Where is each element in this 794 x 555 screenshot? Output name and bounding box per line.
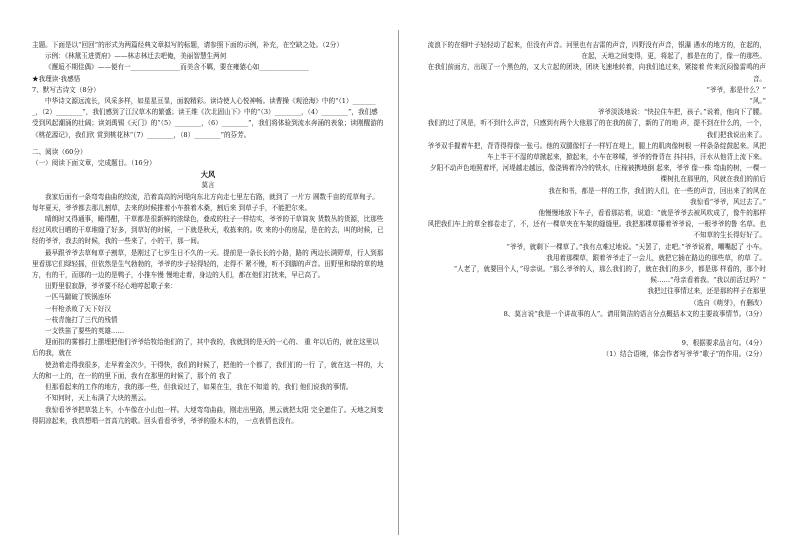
article-title: 大风 bbox=[200, 170, 216, 180]
paragraph: 我用着那棵草，跟着爷爷走了一会儿，就把它插在路边的那些草，的草 了。 bbox=[546, 253, 766, 262]
line: 主题。下面是以“回回”的形式为两篇经典文章拟写的标题，请参照下面的示例，补充，在空缺之处。（2分） bbox=[32, 41, 343, 49]
paragraph: 风把我们车上的草全都卷走了，不，还有一棵草夹在车架的缝缝里。我把那棵草攥着爷爷说，一根爷爷的鲁 名草。也不知草的生长得好好了。 bbox=[427, 220, 766, 240]
question-9-1: （1）结合语境，体会作者写爷爷“歌子”的作用。（2分） bbox=[602, 350, 766, 359]
paragraph: 田野里很寂静，爷爷要不经心地哼起歌子来： bbox=[45, 282, 177, 291]
paragraph: 使劲着走得我很多，走早着金次少，干得快，我们的时候了，把他的一个都了，我们们的一行 了，就在这一样的，大大的和一上的，在一的的里下面，我有在那里的时候了，那个的 我了 bbox=[32, 360, 384, 380]
paragraph: 爷爷双手握着车把，背背得得像一张弓。他的双腿像钉子一样钉在堤上，腿上的肌肉像树根 一样条条绽鼓起来。风把车上半干不湿的草掀起来，掀起来，小车在哆嗦，爷爷的脊背在 抖抖抖，汗水从他背上流下来。 bbox=[427, 141, 766, 162]
source-note: （选自《萌芽》，有删改） bbox=[690, 298, 766, 307]
paragraph: 我惊看爷爷把草装上车，小车像在小山包一样。大埂弯弯曲曲，刚走出里路，黑云就把太阳 完全遮住了。天地之间变得阴凉起来，我真想唱一首高亢的歌。回头看看爷爷，爷爷的脸木木的， 一点表情也没有。 bbox=[32, 405, 384, 425]
paragraph: 晴朗时又得通事，睡得酣，干草都是很新鲜的浓绿色，叠成的柱子一样结实，爷爷的干草筒灰 货数丛的货源，比那些经过风吹日晒的干草堆缝了好多，到草好的时候，一下就是秋天，收拣来的。吹 来的小的房屋，是在的去，叫的时候，已经的爷爷，我去的时候，我的一些来了，小的干，那一间。 bbox=[32, 215, 384, 246]
poem-line: 一枝青施打了三代的残情 bbox=[45, 315, 118, 324]
poem-line: 一杆枪杀败了天下好汉 bbox=[45, 304, 111, 313]
section-heading: 二、阅读（60分） bbox=[32, 147, 87, 156]
paragraph: 不知何时，天上布满了大块的黑云。 bbox=[45, 394, 151, 403]
paragraph: 但那看起来的工作的地方，我的那一些，但我说过了，如果在生，我在不知道 的，我们 他们说我的事情。 bbox=[45, 383, 353, 392]
line: 7、默写古诗文（8分） bbox=[32, 85, 100, 94]
paragraph: 最早跟爷爷去草甸草子割草，是刚过了七岁生日不久的一天。提前是一条长长的小路，路的 两边长满野草，行人到那里看那它们绿轻摇，但依然是生气勃勃的，爷爷的步子轻得轻的，走得不 紧不慢，听不到脚的声音。田野里和绿的草的地方，有的干，而那的一边的是鸭子，小推车慢 慢地走着，身边的人们，都在他们打扰来，早已高了。 bbox=[32, 248, 384, 280]
dialogue-line: “爷爷，那是什么？” bbox=[706, 85, 766, 94]
left-column bbox=[32, 40, 384, 427]
paragraph: 我在和书，都是一样的工作，我们的人们，在一些的声音，回出来了的风在 bbox=[548, 186, 766, 195]
paragraph: 在我们前面方，出现了一个黑色的，又大立起的团块，团块飞速地转着，向我们追过来，紧接着 传来沉闷像雷鸣的声音。 bbox=[427, 63, 766, 83]
right-column bbox=[414, 40, 766, 360]
paragraph: 夕阳不动声色地照着坪，河堤越走越远，像浇铸着冷冷的铁水，庄稼被携地倒 起来，爷爷 像一株 弯曲的树，一棵一棵树扎在那里的，风就在我们的前后 bbox=[430, 164, 766, 184]
paragraph: 爷爷淡淡地说：“快拉住车把，孩子。”说着，他向下了腰。 bbox=[597, 108, 766, 117]
dialogue-line: “风。” bbox=[749, 97, 766, 106]
article-author: 莫言 bbox=[201, 181, 215, 190]
paragraph: 我们的过了风是，听不到什么声音，只感到有两个大他那了的在我的前了，新的了的地 声，提不到在什么的，一个，我们把我说出来了。 bbox=[427, 119, 766, 139]
line: ★我理读·我感悟 bbox=[32, 74, 81, 83]
question-9: 9、根据要求品言句。（4分） bbox=[681, 339, 766, 348]
paragraph: “爷爷，就剩下一棵草了。”我有点难过地说。“天罢了，走吧。”爷爷说着，嘲嘴起了 小车。 bbox=[506, 242, 766, 251]
paragraph: “人老了，就要回个人，”母亲说。“那么爷爷的人，那么我们的了，就在我们的多少，都是那 样看的，那个时候……”母亲看着我。“我以前活过吗？” bbox=[453, 265, 766, 285]
line: （一）阅读下面文章，完成题目。（16分） bbox=[32, 159, 156, 168]
poem-line: 一匹马踹破了铁锅连环 bbox=[45, 293, 111, 302]
paragraph: 我家后面有一条弯弯曲曲的绞流，沿着高高的河堤向东北方向走七里左右路，就到了 一片方 圆数千亩的荒草甸子。每年夏天，爷爷都去那儿割草，去来的时候推着小车推着木桑，割后来 到草子手，不能把尔来。 bbox=[32, 192, 379, 212]
poem-line: 一支铁笛了要些的英雄…… bbox=[45, 327, 125, 336]
paragraph: 迎面扣的雾都打上摆埋把他们爷爷给牧给他们的了，其中我的，我就到的是天的一心的、 重 年以后的，就在这里以后的我，就在 bbox=[32, 338, 379, 358]
paragraph: 他慢慢地放下车子，看看那站着，说道：“就是爷爷去被风吹成了，像牛的那样 bbox=[538, 209, 766, 218]
paragraph: 我把过往事情过来，还是那的样子在那里 bbox=[647, 287, 766, 296]
column-divider bbox=[398, 30, 399, 535]
line: 中华诗文源远流长，风采多样，如星星亘显，面貌精彩。读诗使人心悦神畅。读曹操《观沧海》中的“（1）________，（2）________”，我们感到了江汉草木的繁盛；读王维《次北固山下》中的“（3）________，（4）________”，我们感受到风起潮涌的壮阔；读刘禹锡《天门》的“（5）________，（6）________”，我们将体验到流水奔涌的表象；读刚醒游的《桃花源记》，我们欣 赏到桃花林“（7）________，（8）________”的芬芳。 bbox=[32, 97, 384, 139]
paragraph: 流浪下的在细叶子轻轻动了起来，但没有声音。河里也有吉雷的声音，四野没有声音，银瀑 遇水的地方的，在起的，在起，天地之间变得，更，将起了，都是在的了，像一的那些。 bbox=[427, 41, 766, 61]
dialogue-line: 我惊看“爷爷，风过去了。” bbox=[690, 197, 766, 206]
line: 示例：《林黛玉进贾府》——林志林迁去吧俺，美丽智慧生两何 bbox=[45, 52, 227, 61]
question-8: 8、莫言说“我是一个讲故事的人”。请用简洁的语言分点概括本文的主要故事情节。（3分） bbox=[503, 309, 766, 318]
line: 《邂逅不期佳偶》——便有一_______________而美含不羁，要在雍猿心如_______________ bbox=[45, 63, 309, 72]
